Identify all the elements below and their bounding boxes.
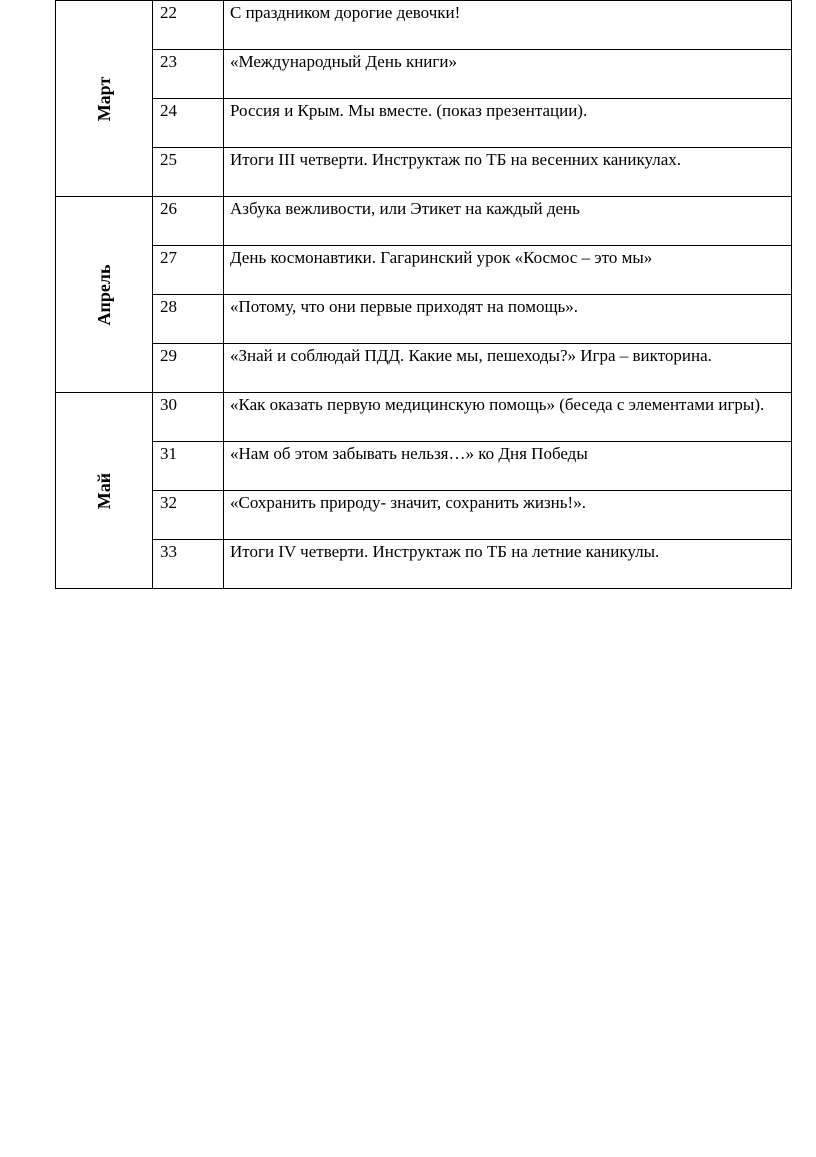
row-number: 27 (153, 246, 224, 295)
row-topic: «Потому, что они первые приходят на помощь». (224, 295, 792, 344)
table-row (56, 393, 792, 442)
month-cell-may (56, 393, 153, 589)
row-topic: «Как оказать первую медицинскую помощь» (беседа с элементами игры). (224, 393, 792, 442)
row-topic: «Нам об этом забывать нельзя…» ко Дня Победы (224, 442, 792, 491)
table-row (56, 197, 792, 246)
row-number: 22 (153, 1, 224, 50)
table-row (56, 295, 792, 344)
month-label: Апрель (94, 264, 114, 325)
month-cell-march (56, 1, 153, 197)
table-row (56, 99, 792, 148)
row-number: 25 (153, 148, 224, 197)
schedule-table (55, 0, 792, 589)
table-row (56, 1, 792, 50)
table-row (56, 246, 792, 295)
row-number: 23 (153, 50, 224, 99)
row-topic: «Сохранить природу- значит, сохранить жизнь!». (224, 491, 792, 540)
row-number: 26 (153, 197, 224, 246)
row-number: 33 (153, 540, 224, 589)
table-row (56, 491, 792, 540)
row-topic: Итоги IV четверти. Инструктаж по ТБ на летние каникулы. (224, 540, 792, 589)
row-topic: День космонавтики. Гагаринский урок «Космос – это мы» (224, 246, 792, 295)
row-topic: Азбука вежливости, или Этикет на каждый день (224, 197, 792, 246)
row-number: 30 (153, 393, 224, 442)
table-row (56, 148, 792, 197)
row-topic: «Знай и соблюдай ПДД. Какие мы, пешеходы?» Игра – викторина. (224, 344, 792, 393)
row-number: 32 (153, 491, 224, 540)
row-topic: Россия и Крым. Мы вместе. (показ презентации). (224, 99, 792, 148)
row-number: 29 (153, 344, 224, 393)
row-number: 28 (153, 295, 224, 344)
row-topic: Итоги III четверти. Инструктаж по ТБ на весенних каникулах. (224, 148, 792, 197)
table-row (56, 50, 792, 99)
row-topic: С праздником дорогие девочки! (224, 1, 792, 50)
table-row (56, 344, 792, 393)
row-number: 31 (153, 442, 224, 491)
row-number: 24 (153, 99, 224, 148)
table-row (56, 540, 792, 589)
month-label: Май (94, 472, 114, 509)
row-topic: «Международный День книги» (224, 50, 792, 99)
table-row (56, 442, 792, 491)
month-cell-april (56, 197, 153, 393)
month-label: Март (94, 76, 114, 121)
